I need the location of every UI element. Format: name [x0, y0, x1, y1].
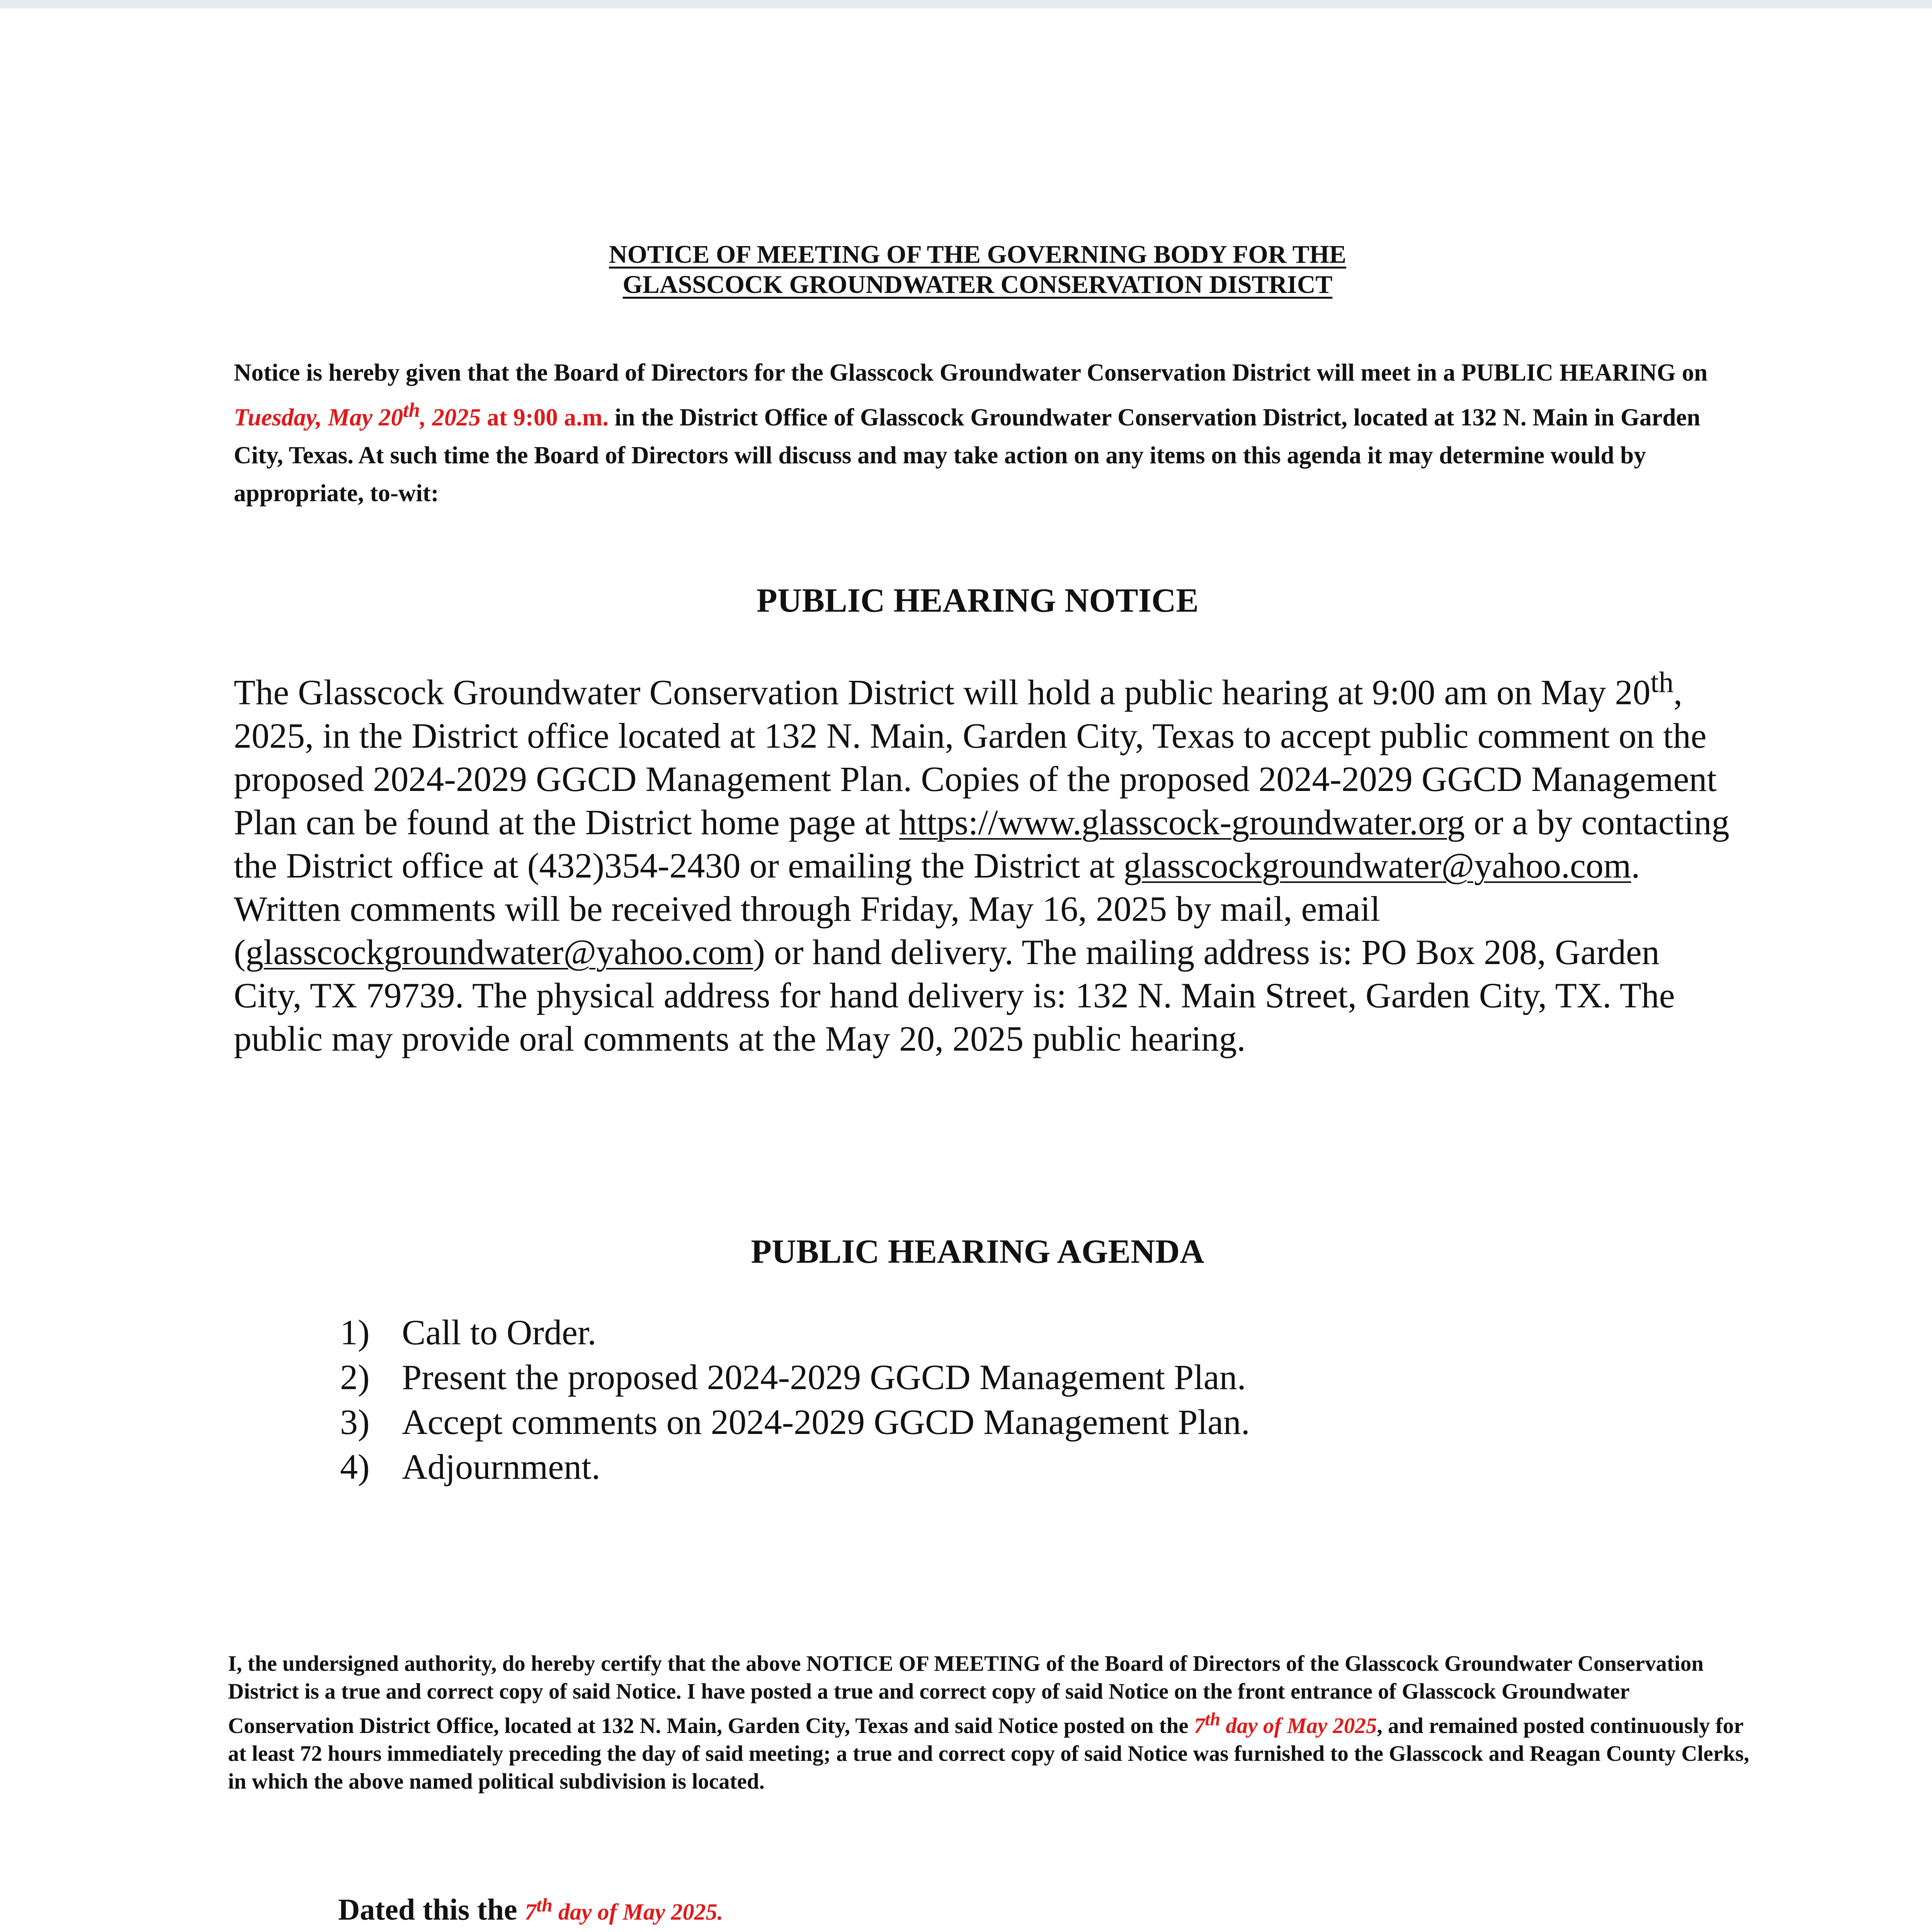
dated-line	[338, 1886, 723, 1931]
notice-sup: th	[1650, 666, 1674, 699]
agenda-item-text: Accept comments on 2024-2029 GGCD Management Plan.	[402, 1402, 1250, 1442]
website-link[interactable]: https://www.glasscock-groundwater.org	[899, 802, 1465, 842]
posted-day-sup: th	[1205, 1709, 1221, 1730]
dated-month-year: day of May 2025.	[552, 1899, 723, 1925]
meeting-date-sup: th	[403, 399, 420, 422]
posted-day: 7	[1194, 1714, 1205, 1738]
intro-text-2: in the District Office of Glasscock Groundwater Conservation District, located at 132 N. Main in Garden City, Texas. At such time the Board of Directors will discuss and may take action on any items on this agenda it may determine would by appropriate, to-wit:	[234, 404, 1701, 507]
scan-top-edge	[0, 0, 1932, 9]
agenda-item	[340, 1355, 1250, 1400]
agenda-item-number: 4)	[340, 1447, 370, 1486]
notice-text-5: ) or hand delivery. The mailing address is: PO Box 208, Garden City, TX 79739. The physical address for hand delivery is: 132 N. Main Street, Garden City, TX. The public may provide oral comments at the May 20, 2025 public hearing.	[234, 932, 1675, 1058]
agenda-list	[340, 1310, 1250, 1489]
intro-text-1: Notice is hereby given that the Board of Directors for the Glasscock Groundwater Conservation District will meet in a PUBLIC HEARING on	[234, 359, 1708, 386]
notice-body	[234, 661, 1733, 1060]
notice-text-2: , 2025, in the District office located at 132 N. Main, Garden City, Texas to accept public comment on the proposed 2024-2029 GGCD Management Plan. Copies of the proposed 2024-2029 GGCD Management Plan can be found at the District home page at	[234, 672, 1717, 842]
meeting-date-day: Tuesday, May 20	[234, 404, 403, 431]
email-link-2[interactable]: glasscockgroundwater@yahoo.com	[245, 932, 753, 972]
agenda-item-number: 2)	[340, 1357, 370, 1397]
agenda-heading: PUBLIC HEARING AGENDA	[751, 1233, 1204, 1270]
notice-text-1: The Glasscock Groundwater Conservation District will hold a public hearing at 9:00 am on May 20	[234, 672, 1651, 712]
agenda-item	[340, 1444, 1250, 1489]
agenda-item-text: Call to Order.	[402, 1313, 597, 1352]
agenda-item	[340, 1400, 1250, 1444]
cert-text-2: , and remained posted continuously for at least 72 hours immediately preceding the day of said meeting; a true and correct copy of said Notice was furnished to the Glasscock and Reagan County Clerks, in which the above named political subdivision is located.	[228, 1714, 1750, 1794]
certification-paragraph	[228, 1650, 1750, 1796]
dated-date	[525, 1894, 723, 1925]
agenda-item-number: 1)	[340, 1313, 370, 1352]
title-line-2: GLASSCOCK GROUNDWATER CONSERVATION DISTRICT	[622, 270, 1333, 299]
posted-date	[1194, 1709, 1377, 1738]
email-link[interactable]: glasscockgroundwater@yahoo.com	[1123, 845, 1631, 885]
agenda-item-text: Present the proposed 2024-2029 GGCD Management Plan.	[402, 1357, 1246, 1397]
notice-text-3: or a by contacting the District office at (432)354-2430 or emailing the District at	[234, 802, 1730, 885]
agenda-item	[340, 1310, 1250, 1355]
meeting-date-year: , 2025	[420, 404, 481, 431]
notice-heading: PUBLIC HEARING NOTICE	[756, 582, 1199, 619]
dated-day-sup: th	[536, 1894, 553, 1916]
agenda-item-text: Adjournment.	[402, 1447, 600, 1486]
notice-text-4: . Written comments will be received through Friday, May 16, 2025 by mail, email (	[234, 845, 1640, 972]
title-line-1: NOTICE OF MEETING OF THE GOVERNING BODY FOR THE	[609, 240, 1347, 269]
dated-day: 7	[525, 1899, 537, 1925]
document-title	[0, 240, 1932, 300]
dated-label: Dated this the	[338, 1893, 525, 1926]
intro-paragraph	[234, 354, 1741, 512]
meeting-date	[234, 399, 481, 431]
agenda-item-number: 3)	[340, 1402, 370, 1442]
meeting-time: at 9:00 a.m.	[481, 404, 609, 431]
cert-text-1: I, the undersigned authority, do hereby certify that the above NOTICE OF MEETING of the Board of Directors of the Glasscock Groundwater Conservation District is a true and correct copy of said Notice. I have posted a true and correct copy of said Notice on the front entrance of Glasscock Groundwater Conservation District Office, located at 132 N. Main, Garden City, Texas and said Notice posted on the	[228, 1651, 1704, 1738]
posted-month-year: day of May 2025	[1220, 1714, 1377, 1738]
